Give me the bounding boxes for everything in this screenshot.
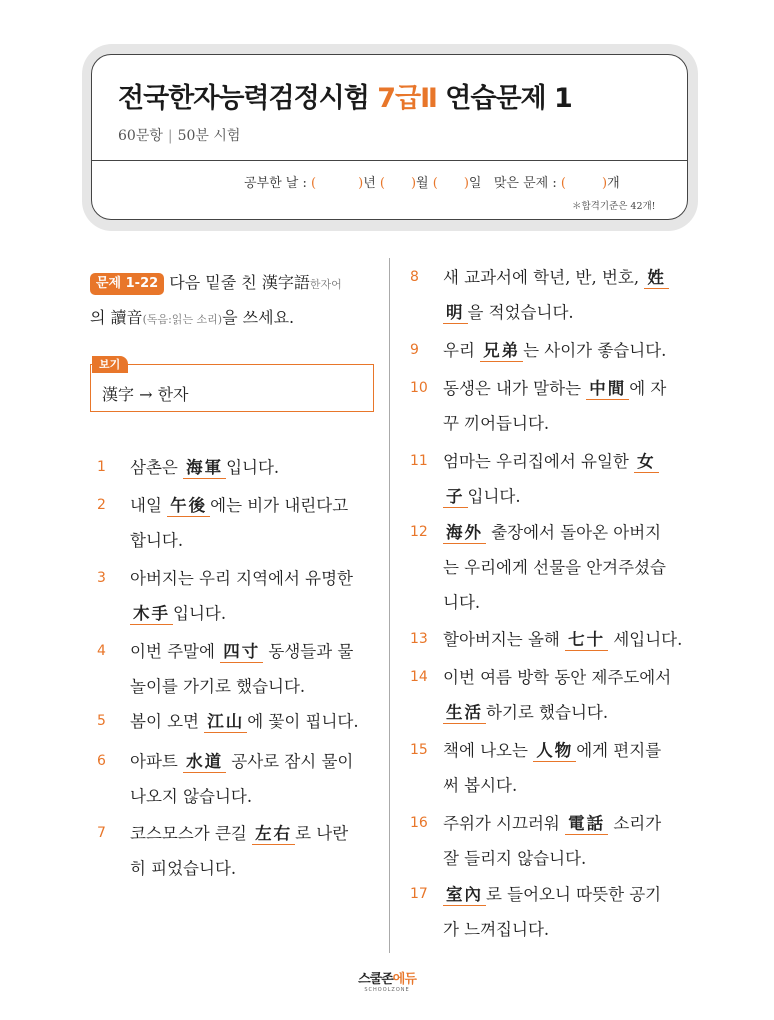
title-tail: 연습문제 1 bbox=[436, 83, 572, 114]
hanja-word: 海軍 bbox=[183, 458, 226, 479]
question-text: 세입니다. bbox=[608, 630, 683, 649]
question-count: 60문항 bbox=[118, 128, 163, 144]
question-text: 엄마는 우리집에서 유일한 bbox=[443, 452, 635, 471]
instruction-text-3: 을 쓰세요. bbox=[222, 308, 295, 327]
logo-text-main: 스쿨존 bbox=[358, 972, 393, 987]
hanja-word: 左右 bbox=[252, 824, 295, 845]
question-text: 내일 bbox=[130, 496, 168, 515]
hanja-word: 女 bbox=[634, 452, 659, 473]
question-number: 16 bbox=[410, 815, 428, 831]
title-grade: 7급Ⅱ bbox=[377, 83, 437, 114]
question-text: 는 사이가 좋습니다. bbox=[523, 341, 667, 360]
question-number: 8 bbox=[410, 269, 419, 285]
question-text: 우리 bbox=[443, 341, 481, 360]
example-text: 漢字 → 한자 bbox=[102, 385, 189, 404]
question-text: 는 우리에게 선물을 안겨주셨습 bbox=[443, 558, 666, 577]
question-number: 11 bbox=[410, 453, 428, 469]
question-text: 소리가 bbox=[608, 814, 662, 833]
month-label: 월 bbox=[416, 176, 429, 191]
question-text: 새 교과서에 학년, 반, 번호, bbox=[443, 268, 645, 287]
score-close-paren: ) bbox=[601, 176, 608, 191]
question-number: 12 bbox=[410, 524, 428, 540]
day-open-paren: ( bbox=[432, 176, 438, 191]
instruction-hanja-1: 漢字語 bbox=[261, 273, 310, 292]
hanja-word: 明 bbox=[443, 303, 468, 324]
score-label: 맞은 문제 : bbox=[493, 176, 557, 191]
study-record bbox=[244, 172, 620, 191]
question-text: 니다. bbox=[443, 593, 481, 612]
instruction-gloss-1: 한자어 bbox=[309, 278, 342, 291]
score-open-paren: ( bbox=[560, 176, 566, 191]
question-text: 동생은 내가 말하는 bbox=[443, 379, 587, 398]
hanja-word: 室內 bbox=[443, 885, 486, 906]
question-text: 히 피었습니다. bbox=[130, 859, 237, 878]
question-text: 입니다. bbox=[467, 487, 521, 506]
instruction-text-2: 의 bbox=[90, 308, 111, 327]
logo-subtext: SCHOOLZONE bbox=[364, 987, 410, 993]
month-close-paren: ) bbox=[410, 176, 417, 191]
pass-criteria-note: ＊합격기준은 42개! bbox=[572, 201, 656, 212]
day-label: 일 bbox=[468, 176, 482, 191]
year-close-paren: ) bbox=[358, 176, 364, 191]
study-date-label: 공부한 날 : bbox=[244, 176, 307, 191]
question-number: 17 bbox=[410, 886, 428, 902]
question-text: 공사로 잠시 물이 bbox=[226, 752, 354, 771]
hanja-word: 水道 bbox=[183, 752, 226, 773]
question-text: 이번 주말에 bbox=[130, 642, 221, 661]
question-number: 9 bbox=[410, 342, 419, 358]
hanja-word: 子 bbox=[443, 487, 468, 508]
day-close-paren: ) bbox=[463, 176, 469, 191]
question-text: 아파트 bbox=[130, 752, 184, 771]
question-text: 로 나란 bbox=[295, 824, 349, 843]
hanja-word: 人物 bbox=[533, 741, 576, 762]
test-info bbox=[118, 125, 240, 145]
question-text: 삼촌은 bbox=[130, 458, 184, 477]
question-text: 을 적었습니다. bbox=[467, 303, 574, 322]
question-text: 에게 편지를 bbox=[576, 741, 662, 760]
info-separator: | bbox=[167, 128, 173, 144]
hanja-word: 木手 bbox=[130, 604, 173, 625]
hanja-word: 七十 bbox=[565, 630, 608, 651]
logo-text-accent: 에듀 bbox=[392, 972, 416, 987]
hanja-word: 午後 bbox=[167, 496, 210, 517]
question-text: 가 느껴집니다. bbox=[443, 920, 550, 939]
question-range-badge: 문제 1-22 bbox=[90, 273, 164, 295]
instruction-text-1: 다음 밑줄 친 bbox=[164, 273, 262, 292]
question-number: 1 bbox=[97, 459, 106, 475]
question-text: 써 봅시다. bbox=[443, 776, 518, 795]
hanja-word: 兄弟 bbox=[480, 341, 523, 362]
column-divider bbox=[389, 258, 390, 953]
question-text: 봄이 오면 bbox=[130, 712, 205, 731]
year-label: 년 bbox=[363, 176, 376, 191]
instruction-gloss-2: (독음:읽는 소리) bbox=[142, 313, 223, 326]
question-number: 5 bbox=[97, 713, 106, 729]
hanja-word: 姓 bbox=[644, 268, 669, 289]
question-text: 놀이를 가기로 했습니다. bbox=[130, 677, 306, 696]
question-text: 에는 비가 내린다고 bbox=[210, 496, 349, 515]
hanja-word: 四寸 bbox=[220, 642, 263, 663]
question-text: 동생들과 물 bbox=[263, 642, 354, 661]
question-number: 7 bbox=[97, 825, 106, 841]
question-text: 책에 나오는 bbox=[443, 741, 534, 760]
question-text: 잘 들리지 않습니다. bbox=[443, 849, 587, 868]
question-number: 4 bbox=[97, 643, 106, 659]
score-unit: 개 bbox=[607, 176, 620, 191]
question-text: 코스모스가 큰길 bbox=[130, 824, 253, 843]
test-duration: 50분 시험 bbox=[177, 128, 241, 144]
instruction-hanja-2: 讀音 bbox=[110, 308, 143, 327]
question-text: 출장에서 돌아온 아버지 bbox=[486, 523, 662, 542]
question-text: 주위가 시끄러워 bbox=[443, 814, 566, 833]
question-number: 10 bbox=[410, 380, 428, 396]
hanja-word: 電話 bbox=[565, 814, 608, 835]
question-text: 할아버지는 올해 bbox=[443, 630, 566, 649]
month-open-paren: ( bbox=[379, 176, 385, 191]
question-text: 입니다. bbox=[226, 458, 280, 477]
publisher-logo bbox=[356, 968, 418, 993]
page-title bbox=[118, 76, 572, 115]
year-open-paren: ( bbox=[311, 176, 317, 191]
question-number: 13 bbox=[410, 631, 428, 647]
question-text: 나오지 않습니다. bbox=[130, 787, 253, 806]
instruction bbox=[90, 266, 380, 336]
title-main: 전국한자능력검정시험 bbox=[118, 83, 378, 114]
question-number: 6 bbox=[97, 753, 106, 769]
question-text: 이번 여름 방학 동안 제주도에서 bbox=[443, 668, 672, 687]
hanja-word: 中間 bbox=[586, 379, 629, 400]
question-number: 3 bbox=[97, 570, 106, 586]
question-text: 하기로 했습니다. bbox=[486, 703, 609, 722]
hanja-word: 生活 bbox=[443, 703, 486, 724]
hanja-word: 海外 bbox=[443, 523, 486, 544]
example-tag: 보기 bbox=[92, 356, 128, 373]
question-text: 에 꽃이 핍니다. bbox=[247, 712, 359, 731]
question-text: 로 들어오니 따뜻한 공기 bbox=[486, 885, 662, 904]
question-text: 입니다. bbox=[173, 604, 227, 623]
hanja-word: 江山 bbox=[204, 712, 247, 733]
header-divider bbox=[92, 160, 687, 161]
question-text: 꾸 끼어듭니다. bbox=[443, 414, 550, 433]
question-number: 2 bbox=[97, 497, 106, 513]
question-text: 합니다. bbox=[130, 531, 184, 550]
question-text: 아버지는 우리 지역에서 유명한 bbox=[130, 569, 353, 588]
question-number: 14 bbox=[410, 669, 428, 685]
question-text: 에 자 bbox=[629, 379, 667, 398]
question-number: 15 bbox=[410, 742, 428, 758]
